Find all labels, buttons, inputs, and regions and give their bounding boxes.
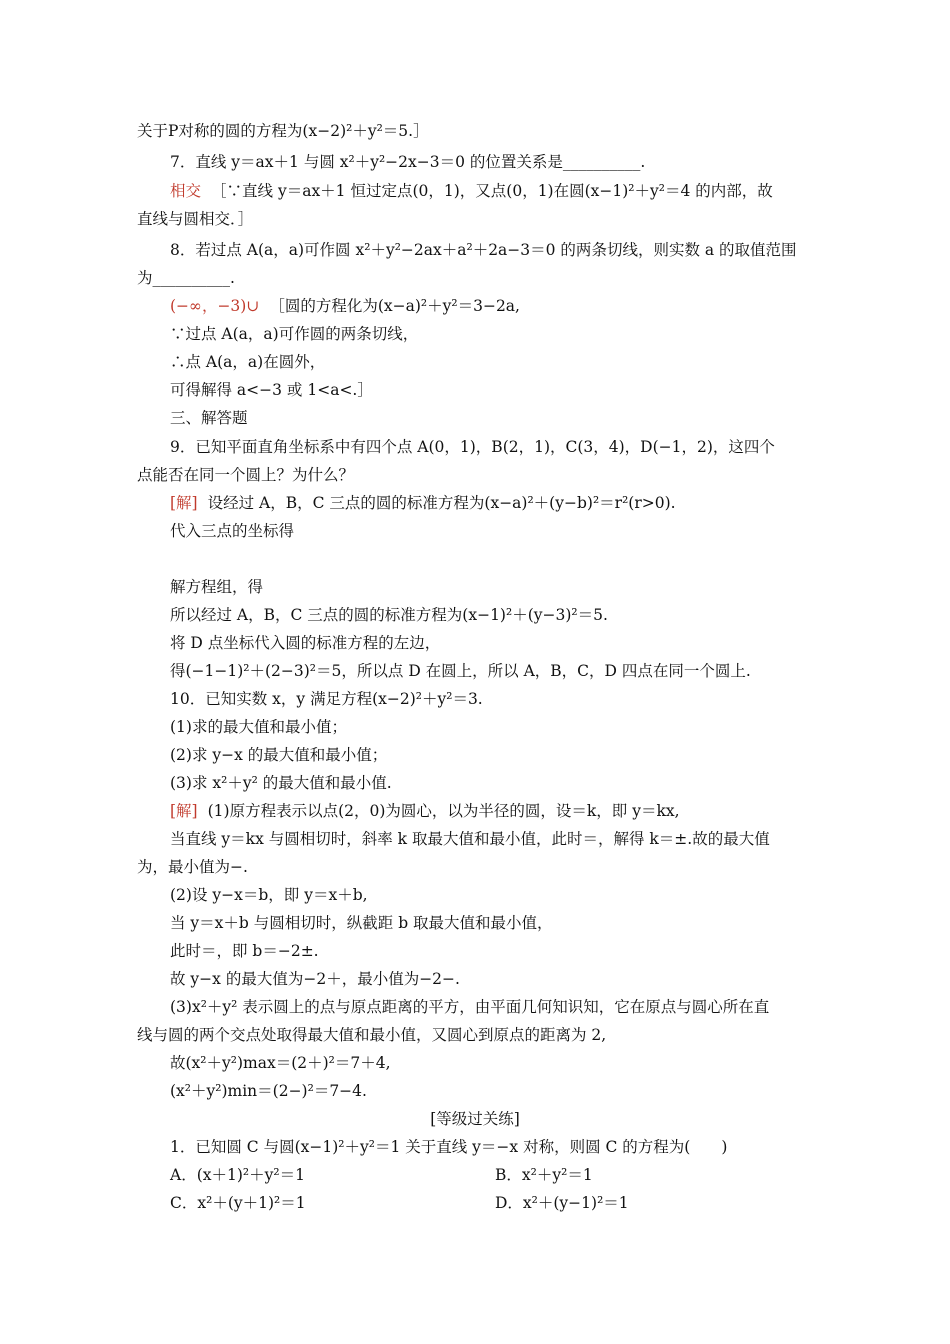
- line-text: ∵过点 A(a，a)可作圆的两条切线，: [170, 325, 419, 343]
- line-text: 解方程组，得: [170, 578, 264, 596]
- text-line: [170, 577, 263, 597]
- text-line: [170, 324, 418, 344]
- line-text: 为__________.: [137, 269, 235, 287]
- text-line: [170, 380, 373, 400]
- line-text: (2)求 y−x 的最大值和最小值；: [170, 746, 388, 764]
- answer-label: (−∞，−3)∪: [170, 297, 260, 315]
- section-title: [等级过关练]: [430, 1110, 520, 1128]
- text-line: [137, 1025, 606, 1045]
- text-line: [137, 209, 253, 229]
- text-line: [170, 352, 325, 372]
- line-text: 设经过 A，B，C 三点的圆的标准方程为(x−a)²＋(y−b)²＝r²(r>0).: [207, 494, 676, 512]
- text-line: [170, 801, 680, 821]
- line-text: 10．已知实数 x，y 满足方程(x−2)²＋y²＝3.: [170, 690, 483, 708]
- line-text: ［圆的方程化为(x−a)²＋y²＝3−2a,: [269, 297, 520, 315]
- line-text: 8．若过点 A(a，a)可作圆 x²＋y²−2ax＋a²＋2a−3＝0 的两条切线，则实数 a 的取值范围: [170, 241, 797, 259]
- option-b: B．x²＋y²＝1: [495, 1166, 593, 1184]
- line-text: (2)设 y−x＝b，即 y＝x＋b,: [170, 886, 368, 904]
- text-line: [170, 969, 460, 989]
- option-d: D．x²＋(y−1)²＝1: [495, 1194, 629, 1212]
- text-line: [137, 857, 248, 877]
- text-line: [170, 1081, 367, 1101]
- text-line: [170, 745, 387, 765]
- line-text: (3)x²＋y² 表示圆上的点与原点距离的平方，由平面几何知识知，它在原点与圆心所在直: [170, 998, 770, 1016]
- text-line: [170, 521, 294, 541]
- text-line: [137, 268, 235, 288]
- text-line: [170, 689, 483, 709]
- line-text: 所以经过 A，B，C 三点的圆的标准方程为(x−1)²＋(y−3)²＝5.: [170, 606, 608, 624]
- text-line: [170, 829, 770, 849]
- text-line: [170, 493, 676, 513]
- line-text: (3)求 x²＋y² 的最大值和最小值.: [170, 774, 392, 792]
- text-line: [170, 605, 608, 625]
- line-text: 直线与圆相交．］: [137, 210, 254, 228]
- line-text: 线与圆的两个交点处取得最大值和最小值，又圆心到原点的距离为 2,: [137, 1026, 607, 1044]
- option-c: C．x²＋(y＋1)²＝1: [170, 1194, 306, 1212]
- text-line: [170, 181, 773, 201]
- text-line: [170, 437, 775, 457]
- line-text: 可得解得 a<−3 或 1<a<.］: [170, 381, 373, 399]
- text-line: [170, 773, 392, 793]
- line-text: ［∵直线 y＝ax＋1 恒过定点(0，1)，又点(0，1)在圆(x−1)²＋y²＝4 的内部，故: [211, 182, 773, 200]
- line-text: (x²＋y²)min＝(2−)²＝7−4.: [170, 1082, 367, 1100]
- text-line: [170, 1137, 727, 1157]
- line-text: 为，最小值为−.: [137, 858, 248, 876]
- text-line: [170, 941, 319, 961]
- line-text: ∴点 A(a，a)在圆外，: [170, 353, 326, 371]
- line-text: (1)求的最大值和最小值；: [170, 718, 347, 736]
- text-line: [170, 1053, 391, 1073]
- line-text: 1．已知圆 C 与圆(x−1)²＋y²＝1 关于直线 y＝−x 对称，则圆 C 的方程为( ): [170, 1138, 728, 1156]
- line-text: 故 y−x 的最大值为−2＋，最小值为−2−.: [170, 970, 460, 988]
- text-line: [170, 152, 645, 172]
- text-line: [170, 717, 347, 737]
- line-text: 点能否在同一个圆上？为什么？: [137, 466, 355, 484]
- text-line: [137, 465, 354, 485]
- line-text: (1)原方程表示以点(2，0)为圆心，以为半径的圆，设＝k，即 y＝kx,: [207, 802, 680, 820]
- line-text: 当 y＝x＋b 与圆相切时，纵截距 b 取最大值和最小值，: [170, 914, 553, 932]
- line-text: 代入三点的坐标得: [170, 522, 295, 540]
- text-line: [170, 885, 368, 905]
- text-line: [170, 633, 440, 653]
- answer-label: 相交: [170, 182, 202, 200]
- text-line: [170, 997, 769, 1017]
- line-text: 9．已知平面直角坐标系中有四个点 A(0，1)，B(2，1)，C(3，4)，D(−1，2)，这四个: [170, 438, 775, 456]
- line-text: 三、解答题: [170, 409, 248, 427]
- line-text: 将 D 点坐标代入圆的标准方程的左边，: [170, 634, 441, 652]
- text-line: [170, 661, 751, 681]
- text-line: [170, 296, 520, 316]
- text-line: [170, 913, 553, 933]
- line-text: 7．直线 y＝ax＋1 与圆 x²＋y²−2x−3＝0 的位置关系是__________.: [170, 153, 646, 171]
- line-text: 关于P对称的圆的方程为(x−2)²＋y²＝5.］: [137, 122, 429, 140]
- line-text: 得(−1−1)²＋(2−3)²＝5，所以点 D 在圆上，所以 A，B，C，D 四点在同一个圆上.: [170, 662, 751, 680]
- text-line: [170, 408, 248, 428]
- text-line: [170, 240, 797, 260]
- answer-label: [解]: [170, 494, 198, 512]
- line-text: 此时＝，即 b＝−2±.: [170, 942, 319, 960]
- answer-label: [解]: [170, 802, 198, 820]
- line-text: 当直线 y＝kx 与圆相切时，斜率 k 取最大值和最小值，此时＝，解得 k＝±.故的最大值: [170, 830, 770, 848]
- option-a: A．(x＋1)²＋y²＝1: [170, 1166, 305, 1184]
- text-line: [137, 121, 429, 141]
- line-text: 故(x²＋y²)max＝(2＋)²＝7＋4,: [170, 1054, 391, 1072]
